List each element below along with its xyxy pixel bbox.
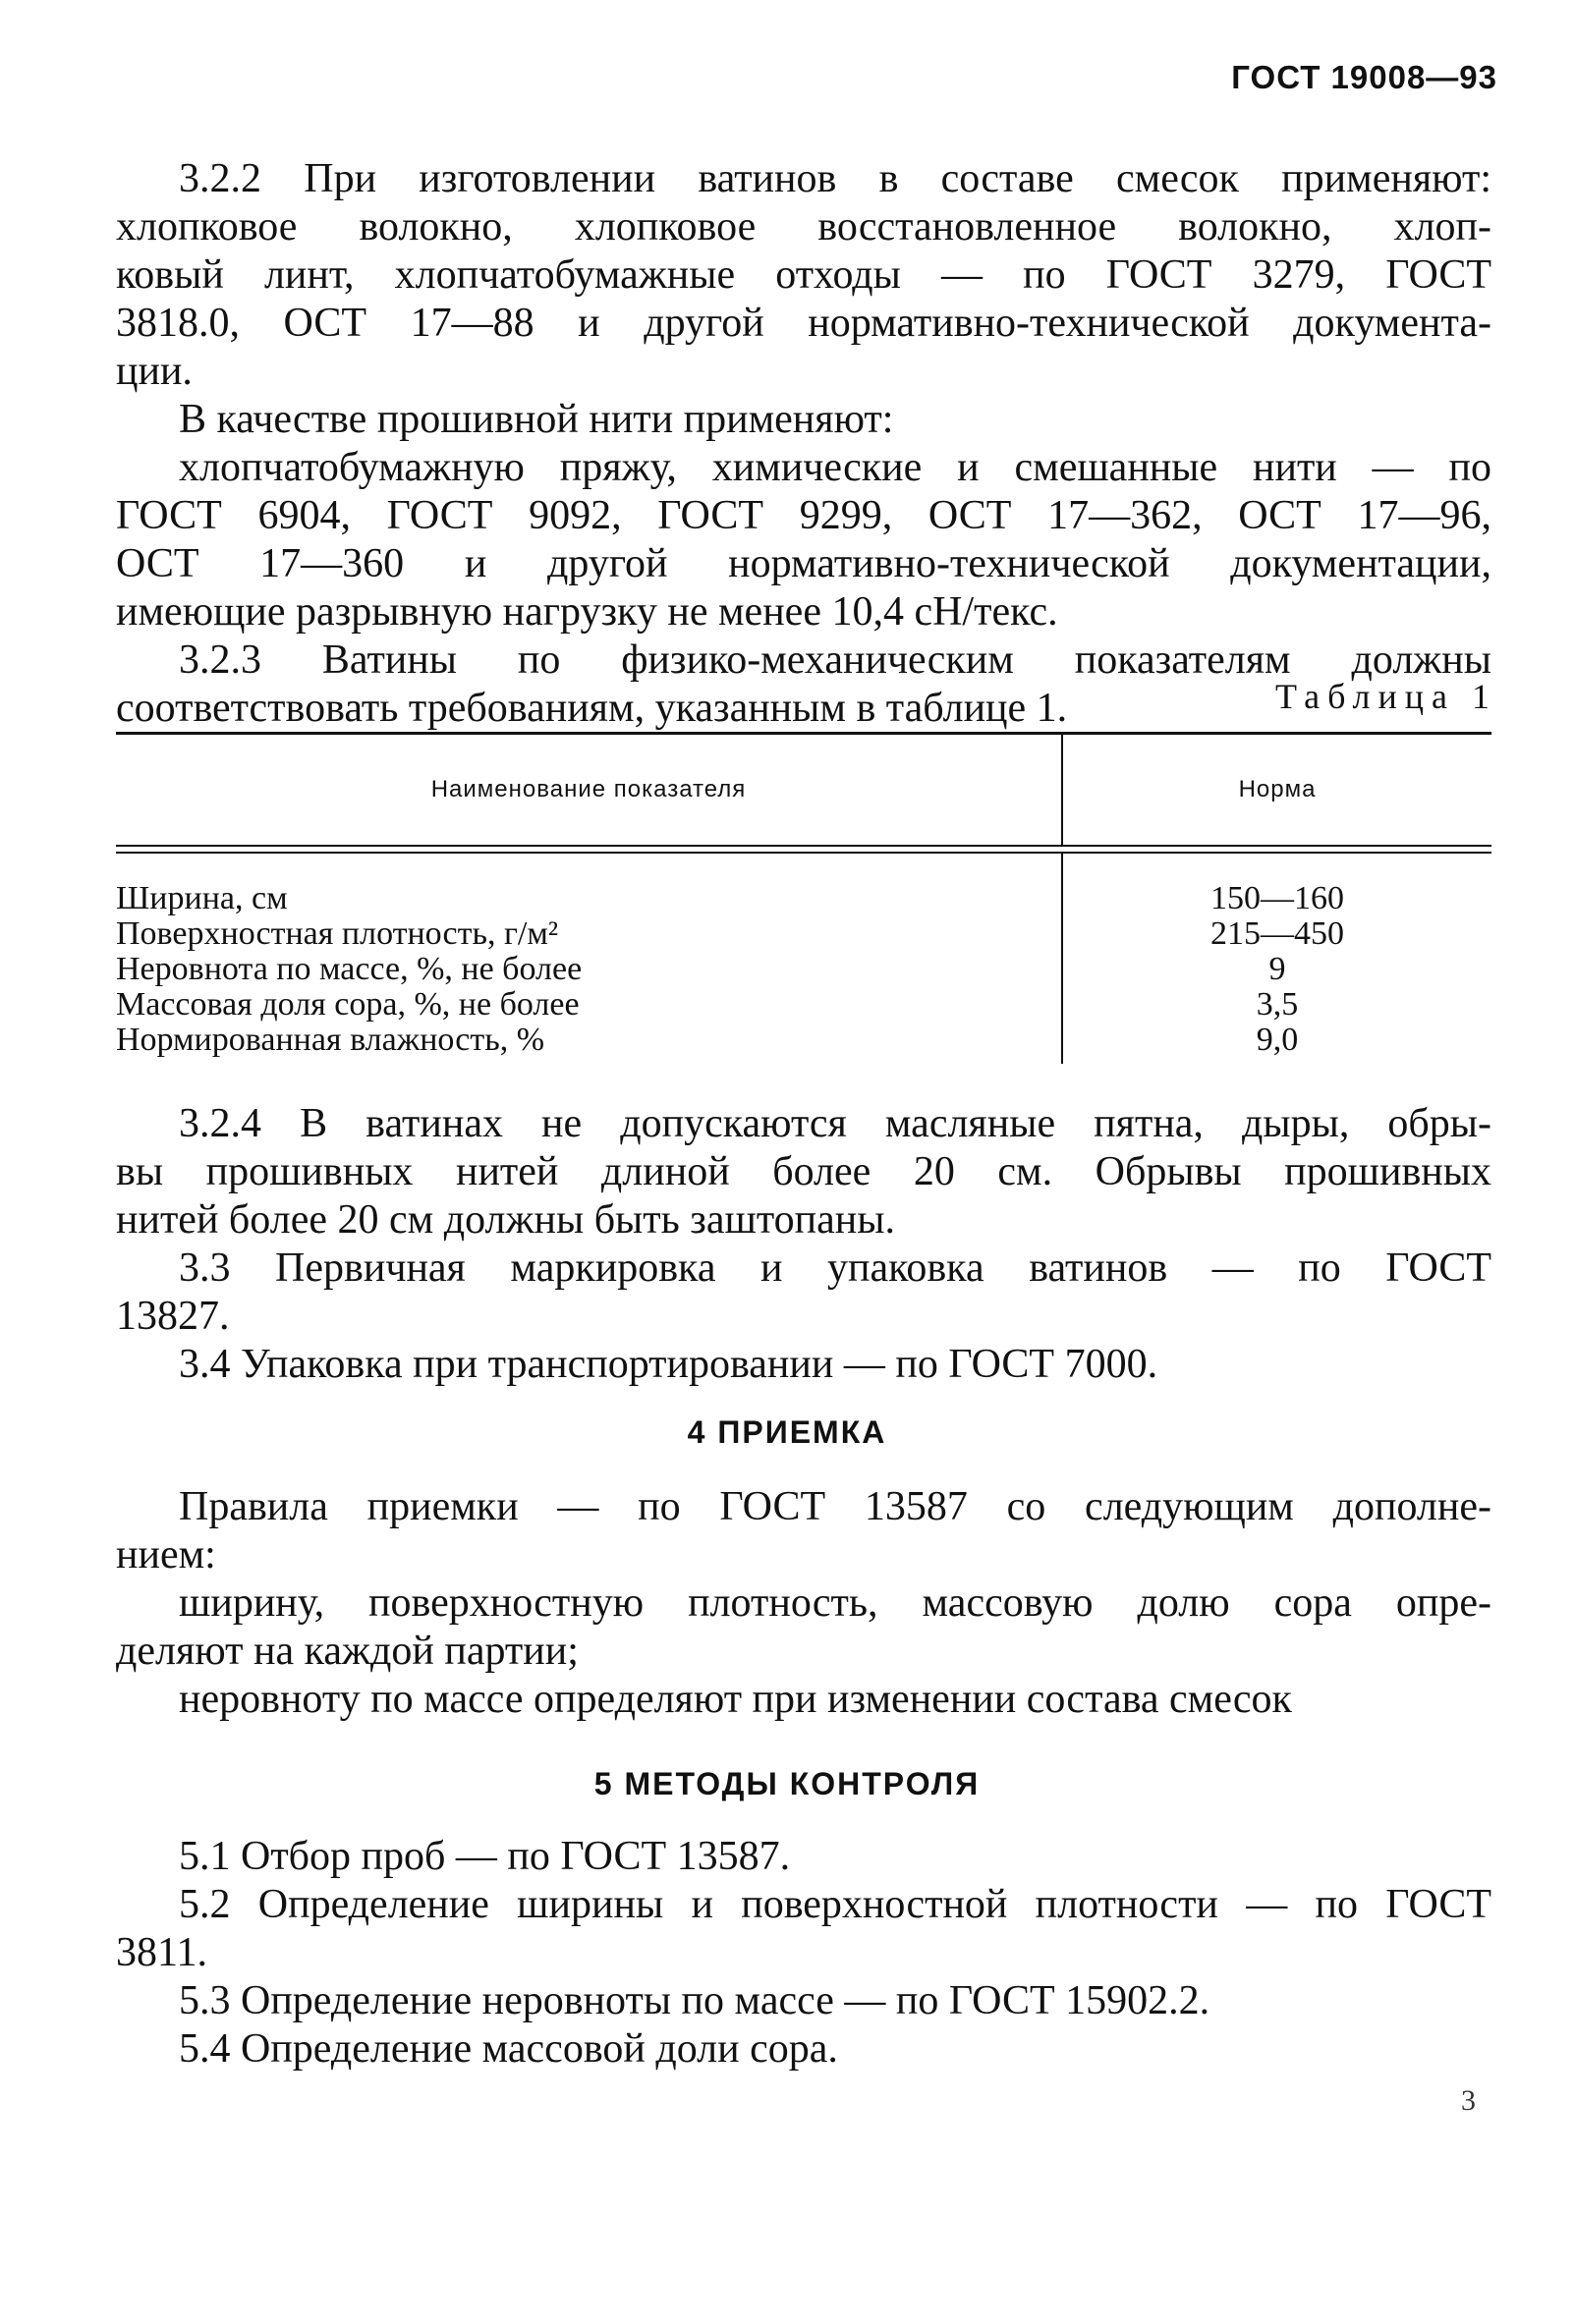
- table-cell-norm: 3,5: [1256, 986, 1299, 1023]
- table-cell-norm: 9,0: [1256, 1022, 1299, 1058]
- table-cell-indicator: Поверхностная плотность, г/м²: [116, 915, 559, 952]
- text-line: 3.2.4 В ватинах не допускаются масляные пятна, дыры, обры-: [179, 1101, 1491, 1146]
- section-4-body: [116, 1483, 1491, 1724]
- text-line: ширину, поверхностную плотность, массовую долю сора опре-: [179, 1580, 1491, 1626]
- text-line: Правила приемки — по ГОСТ 13587 со следующим дополне-: [179, 1484, 1491, 1529]
- paragraph-thread: [116, 396, 1491, 636]
- text-line: 3.3 Первичная маркировка и упаковка ватинов — по ГОСТ: [179, 1245, 1491, 1291]
- text-line: соответствовать требованиям, указанным в таблице 1.: [116, 686, 1068, 731]
- header-indicator: Наименование показателя: [430, 776, 747, 802]
- text-line: ковый линт, хлопчатобумажные отходы — по ГОСТ 3279, ГОСТ: [116, 252, 1491, 298]
- table-header-rule: [116, 845, 1491, 854]
- paragraph-5-2: [116, 1881, 1491, 1977]
- text-line: ГОСТ 6904, ГОСТ 9092, ГОСТ 9299, ОСТ 17—362, ОСТ 17—96,: [116, 493, 1491, 538]
- indicator-column: [116, 881, 1061, 1064]
- text-line: нитей более 20 см должны быть заштопаны.: [116, 1197, 895, 1243]
- paragraph-4-each-batch: [116, 1579, 1491, 1676]
- table-1: [116, 732, 1491, 1064]
- paragraph-3-2-2: [116, 155, 1491, 396]
- text-line: 3.2.3 Ватины по физико-механическим показателям должны: [179, 637, 1491, 683]
- paragraph-4-rules: [116, 1483, 1491, 1579]
- paragraph-3-2-4: [116, 1100, 1491, 1245]
- text-line: имеющие разрывную нагрузку не менее 10,4 сН/текс.: [116, 589, 1058, 635]
- text-line: хлопковое волокно, хлопковое восстановленное волокно, хлоп-: [116, 204, 1491, 249]
- paragraph-5-3: 5.3 Определение неровноты по массе — по ГОСТ 15902.2.: [179, 1978, 1210, 2023]
- text-line: ОСТ 17—360 и другой нормативно-технической документации,: [116, 541, 1491, 586]
- table-cell-indicator: Неровнота по массе, %, не более: [116, 951, 583, 987]
- paragraph-4-unevenness: неровноту по массе определяют при изменении состава смесок: [179, 1677, 1292, 1722]
- paragraph-3-3: [116, 1245, 1491, 1341]
- section-3-top: [116, 155, 1491, 733]
- text-line: деляют на каждой партии;: [116, 1629, 579, 1674]
- section-5-title: 5 МЕТОДЫ КОНТРОЛЯ: [593, 1766, 981, 1801]
- text-line: 5.2 Определение ширины и поверхностной плотности — по ГОСТ: [179, 1882, 1491, 1927]
- header-norm-label: Норма: [1238, 776, 1317, 802]
- section-4-title: 4 ПРИЕМКА: [687, 1414, 887, 1450]
- table-cell-norm: 215—450: [1210, 915, 1344, 952]
- paragraph-3-4: 3.4 Упаковка при транспортировании — по ГОСТ 7000.: [179, 1342, 1158, 1387]
- table-cell-indicator: Массовая доля сора, %, не более: [116, 986, 580, 1023]
- text-line: ции.: [116, 349, 193, 394]
- page-number: 3: [1461, 2084, 1476, 2117]
- text-line: нием:: [116, 1532, 216, 1577]
- text-line: В качестве прошивной нити применяют:: [179, 397, 894, 442]
- header-norm: [1061, 735, 1491, 845]
- table-body: [116, 854, 1491, 1064]
- section-3-bottom: [116, 1100, 1491, 1389]
- table-caption: Таблица 1: [1275, 677, 1497, 716]
- paragraph-5-1: 5.1 Отбор проб — по ГОСТ 13587.: [179, 1834, 791, 1879]
- table-cell-norm: 9: [1268, 951, 1286, 987]
- table-cell-indicator: Нормированная влажность, %: [116, 1022, 545, 1058]
- paragraph-5-4: 5.4 Определение массовой доли сора.: [179, 2026, 838, 2072]
- text-line: 13827.: [116, 1294, 230, 1339]
- text-line: 3.2.2 При изготовлении ватинов в составе смесок применяют:: [179, 156, 1491, 201]
- text-line: 3811.: [116, 1930, 207, 1975]
- text-line: хлопчатобумажную пряжу, химические и смешанные нити — по: [179, 445, 1491, 490]
- text-line: 3818.0, ОСТ 17—88 и другой нормативно-технической документа-: [116, 301, 1491, 346]
- standard-code-header: ГОСТ 19008—93: [1231, 59, 1497, 95]
- section-5-body: [116, 1833, 1491, 2074]
- text-line: вы прошивных нитей длиной более 20 см. Обрывы прошивных: [116, 1149, 1491, 1194]
- norm-column: [1061, 854, 1491, 1064]
- table-cell-indicator: Ширина, см: [116, 880, 288, 916]
- table-header: [116, 735, 1491, 845]
- table-cell-norm: 150—160: [1210, 880, 1344, 916]
